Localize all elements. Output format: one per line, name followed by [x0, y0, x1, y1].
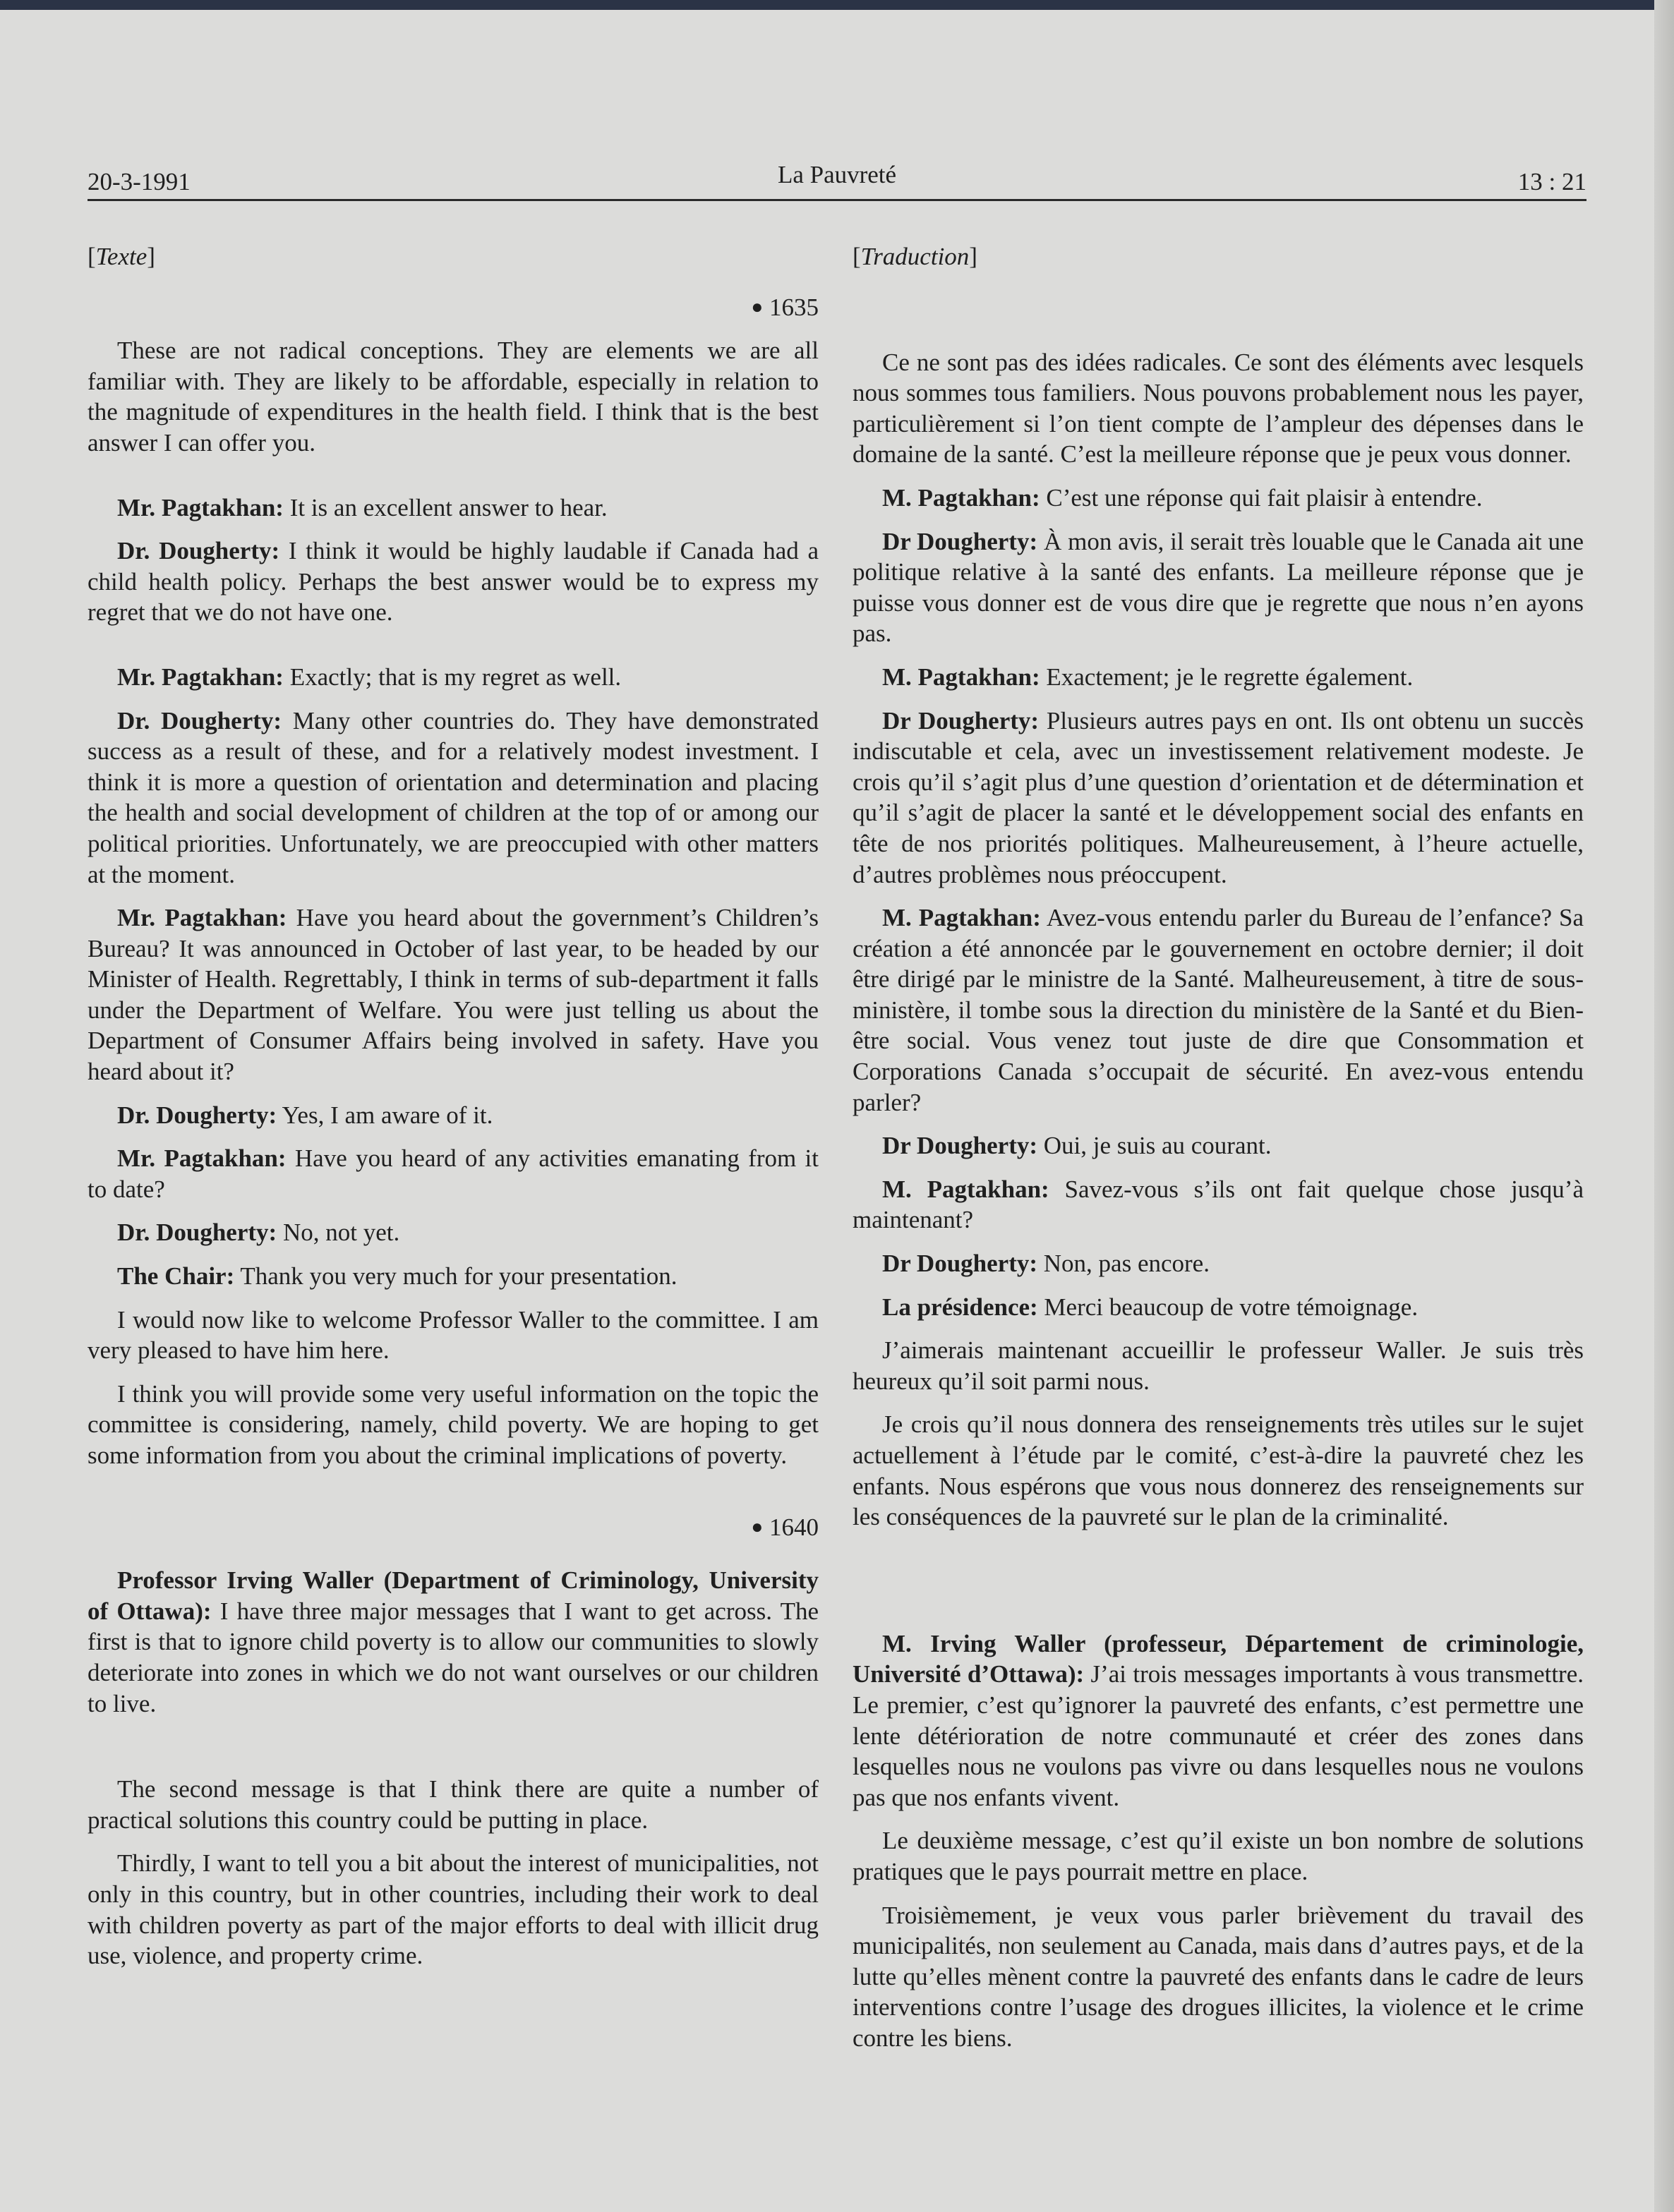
paragraph: These are not radical conceptions. They are elements we are all familiar with. They are likely to be affordable, especially in relation to the magnitude of expenditures in the health field. I think that is the best answer I can offer you.	[88, 337, 819, 457]
running-header	[88, 161, 1586, 200]
speaker-name: Mr. Pagtakhan:	[117, 1144, 287, 1173]
paragraph: Ce ne sont pas des idées radicales. Ce sont des éléments avec lesquels nous sommes tous familiers. Nous pouvons probablement nous les payer, particulièrement si l’on tient compte de l’ampleur des dépenses dans le domaine de la santé. C’est la meilleure réponse que je peux vous donner.	[853, 348, 1584, 469]
speaker-name: The Chair:	[117, 1262, 235, 1291]
paragraph	[853, 526, 1584, 649]
paragraph	[88, 706, 819, 890]
speaker-name: Mr. Pagtakhan:	[117, 493, 284, 521]
speaker-name: Dr. Dougherty:	[117, 1101, 277, 1129]
speaker-name: Professor Irving Waller (Department of Criminology, University of Ottawa):	[88, 1566, 819, 1625]
page-top-edge	[0, 0, 1674, 10]
paragraph	[88, 902, 819, 1087]
speech-text: Exactement; je le regrette également.	[1040, 663, 1414, 691]
paragraph	[853, 1174, 1584, 1235]
speech-text: No, not yet.	[277, 1219, 400, 1247]
section-tag: [Traduction]	[853, 243, 977, 270]
time-marker-text: 1635	[769, 293, 819, 321]
speaker-name: M. Irving Waller (professeur, Département de criminologie, Université d’Ottawa):	[853, 1629, 1584, 1688]
speech-text: It is an excellent answer to hear.	[283, 493, 608, 521]
paragraph	[853, 1292, 1584, 1323]
paragraph	[853, 1130, 1584, 1161]
paragraph: Le deuxième message, c’est qu’il existe un bon nombre de solutions pratiques que le pays pourrait mettre en place.	[853, 1827, 1584, 1885]
speech-text: J’ai trois messages importants à vous transmettre. Le premier, c’est qu’ignorer la pauvreté des enfants, c’est permettre une lente détérioration de notre communauté et créer des zones dans lesquelles nous ne voulons pas vivre ou dans lesquelles nous ne voulons pas que nos enfants vivent.	[853, 1660, 1584, 1811]
paragraph: The second message is that I think there are quite a number of practical solutions this country could be putting in place.	[88, 1775, 819, 1834]
bullet-icon: ●	[751, 1516, 764, 1538]
speaker-name: Dr Dougherty:	[882, 527, 1038, 555]
page-binding-edge	[1654, 0, 1674, 2212]
speech-text: I think it would be highly laudable if Canada had a child health policy. Perhaps the best answer would be to express my regret that we do not have one.	[88, 537, 819, 627]
paragraph: Troisièmement, je veux vous parler brièvement du travail des municipalités, non seulement au Canada, mais dans d’autres pays, et de la lutte qu’elles mènent contre la pauvreté des enfants dans le cadre de leurs interventions contre l’usage des drogues illicites, la violence et le crime contre les biens.	[853, 1901, 1584, 2052]
speaker-name: Mr. Pagtakhan:	[117, 663, 284, 691]
speech-text: À mon avis, il serait très louable que le Canada ait une politique relative à la santé des enfants. La meilleure réponse que je puisse vous donner est de vous dire que je regrette que nous n’en ayons pas.	[853, 527, 1584, 648]
section-tag-text: Texte	[95, 243, 147, 270]
left-column-english	[88, 241, 819, 1984]
speech-text: Thank you very much for your presentation.	[234, 1262, 678, 1291]
paragraph	[88, 536, 819, 628]
speaker-name: Dr Dougherty:	[882, 1250, 1038, 1278]
header-rule	[88, 199, 1586, 201]
paragraph	[853, 706, 1584, 890]
speaker-name: Dr. Dougherty:	[117, 537, 280, 565]
time-marker	[88, 292, 819, 323]
speech-text: Merci beaucoup de votre témoignage.	[1037, 1293, 1419, 1321]
speaker-name: M. Pagtakhan:	[882, 904, 1041, 932]
speech-text: Savez-vous s’ils ont fait quelque chose jusqu’à maintenant?	[853, 1175, 1584, 1234]
speaker-name: M. Pagtakhan:	[882, 663, 1040, 691]
paragraph	[88, 1217, 819, 1248]
speech-text: Exactly; that is my regret as well.	[283, 663, 622, 691]
paragraph	[853, 902, 1584, 1118]
speaker-name: M. Pagtakhan:	[882, 1175, 1049, 1203]
paragraph: Je crois qu’il nous donnera des renseignements très utiles sur le sujet actuellement à l’étude par le comité, c’est-à-dire la pauvreté chez les enfants. Nous espérons que vous nous donnerez des renseignements sur les conséquences de la pauvreté sur le plan de la criminalité.	[853, 1410, 1584, 1531]
paragraph	[853, 1248, 1584, 1279]
speaker-name: Dr. Dougherty:	[117, 1219, 277, 1247]
speech-text: Non, pas encore.	[1037, 1250, 1210, 1278]
paragraph	[853, 1628, 1584, 1813]
speaker-name: M. Pagtakhan:	[882, 483, 1040, 512]
speech-text: Have you heard about the government’s Children’s Bureau? It was announced in October of last year, to be headed by our Minister of Health. Regrettably, I think in terms of sub-department it falls under the Department of Welfare. You were just telling us about the Department of Consumer Affairs being involved in safety. Have you heard about it?	[88, 904, 819, 1086]
paragraph: J’aimerais maintenant accueillir le professeur Waller. Je suis très heureux qu’il soit parmi nous.	[853, 1336, 1584, 1395]
speech-text: Plusieurs autres pays en ont. Ils ont obtenu un succès indiscutable et cela, avec un investissement relativement modeste. Je crois qu’il s’agit plus d’une question d’orientation et de détermination et qu’il s’agit de placer la santé et le développement social des enfants en tête de nos priorités politiques. Malheureusement, à l’heure actuelle, d’autres problèmes nous préoccupent.	[853, 706, 1584, 888]
section-tag: [Texte]	[88, 243, 155, 270]
header-title: La Pauvreté	[777, 161, 897, 188]
paragraph	[853, 662, 1584, 693]
speaker-name: Mr. Pagtakhan:	[117, 904, 287, 932]
paragraph	[853, 483, 1584, 514]
right-column-french	[853, 241, 1584, 2067]
paragraph	[88, 1261, 819, 1292]
bullet-icon: ●	[751, 296, 764, 318]
speech-text: Many other countries do. They have demonstrated success as a result of these, and for a relatively modest investment. I think it is more a question of orientation and determination and placing the health and social development of children at the top of or among our political priorities. Unfortunately, we are preoccupied with other matters at the moment.	[88, 706, 819, 888]
speech-text: Have you heard of any activities emanating from it to date?	[88, 1144, 819, 1203]
speech-text: Oui, je suis au courant.	[1037, 1132, 1272, 1160]
speech-text: Yes, I am aware of it.	[277, 1101, 493, 1129]
section-tag-text: Traduction	[860, 243, 970, 270]
paragraph: Thirdly, I want to tell you a bit about the interest of municipalities, not only in this country, but in other countries, including their work to deal with children poverty as part of the major efforts to deal with illicit drug use, violence, and property crime.	[88, 1849, 819, 1970]
time-marker	[88, 1512, 819, 1543]
speech-text: I have three major messages that I want to get across. The first is that to ignore child poverty is to allow our communities to slowly deteriorate into zones in which we do not want ourselves or our children to live.	[88, 1597, 819, 1717]
time-marker-text: 1640	[769, 1513, 819, 1541]
paragraph	[88, 662, 819, 693]
header-page-number: 13 : 21	[1517, 168, 1586, 195]
paragraph: I think you will provide some very useful information on the topic the committee is considering, namely, child poverty. We are hoping to get some information from you about the criminal implications of poverty.	[88, 1379, 819, 1469]
speaker-name: Dr Dougherty:	[882, 706, 1040, 735]
speaker-name: La présidence:	[882, 1293, 1038, 1321]
paragraph	[88, 492, 819, 524]
header-date: 20-3-1991	[88, 168, 191, 195]
speaker-name: Dr. Dougherty:	[117, 706, 282, 735]
speaker-name: Dr Dougherty:	[882, 1132, 1038, 1160]
paragraph: I would now like to welcome Professor Waller to the committee. I am very pleased to have him here.	[88, 1305, 819, 1365]
speech-text: Avez-vous entendu parler du Bureau de l’enfance? Sa création a été annoncée par le gouvernement en octobre dernier; il doit être dirigé par le ministre de la Santé. Malheureusement, à titre de sous-ministère, il tombe sous la direction du ministère de la Santé et du Bien-être social. Vous venez tout juste de dire que Consommation et Corporations Canada s’occupait de sécurité. En avez-vous entendu parler?	[853, 904, 1584, 1116]
paragraph	[88, 1143, 819, 1204]
paragraph	[88, 1100, 819, 1131]
speech-text: C’est une réponse qui fait plaisir à entendre.	[1040, 483, 1483, 512]
paragraph	[88, 1565, 819, 1719]
